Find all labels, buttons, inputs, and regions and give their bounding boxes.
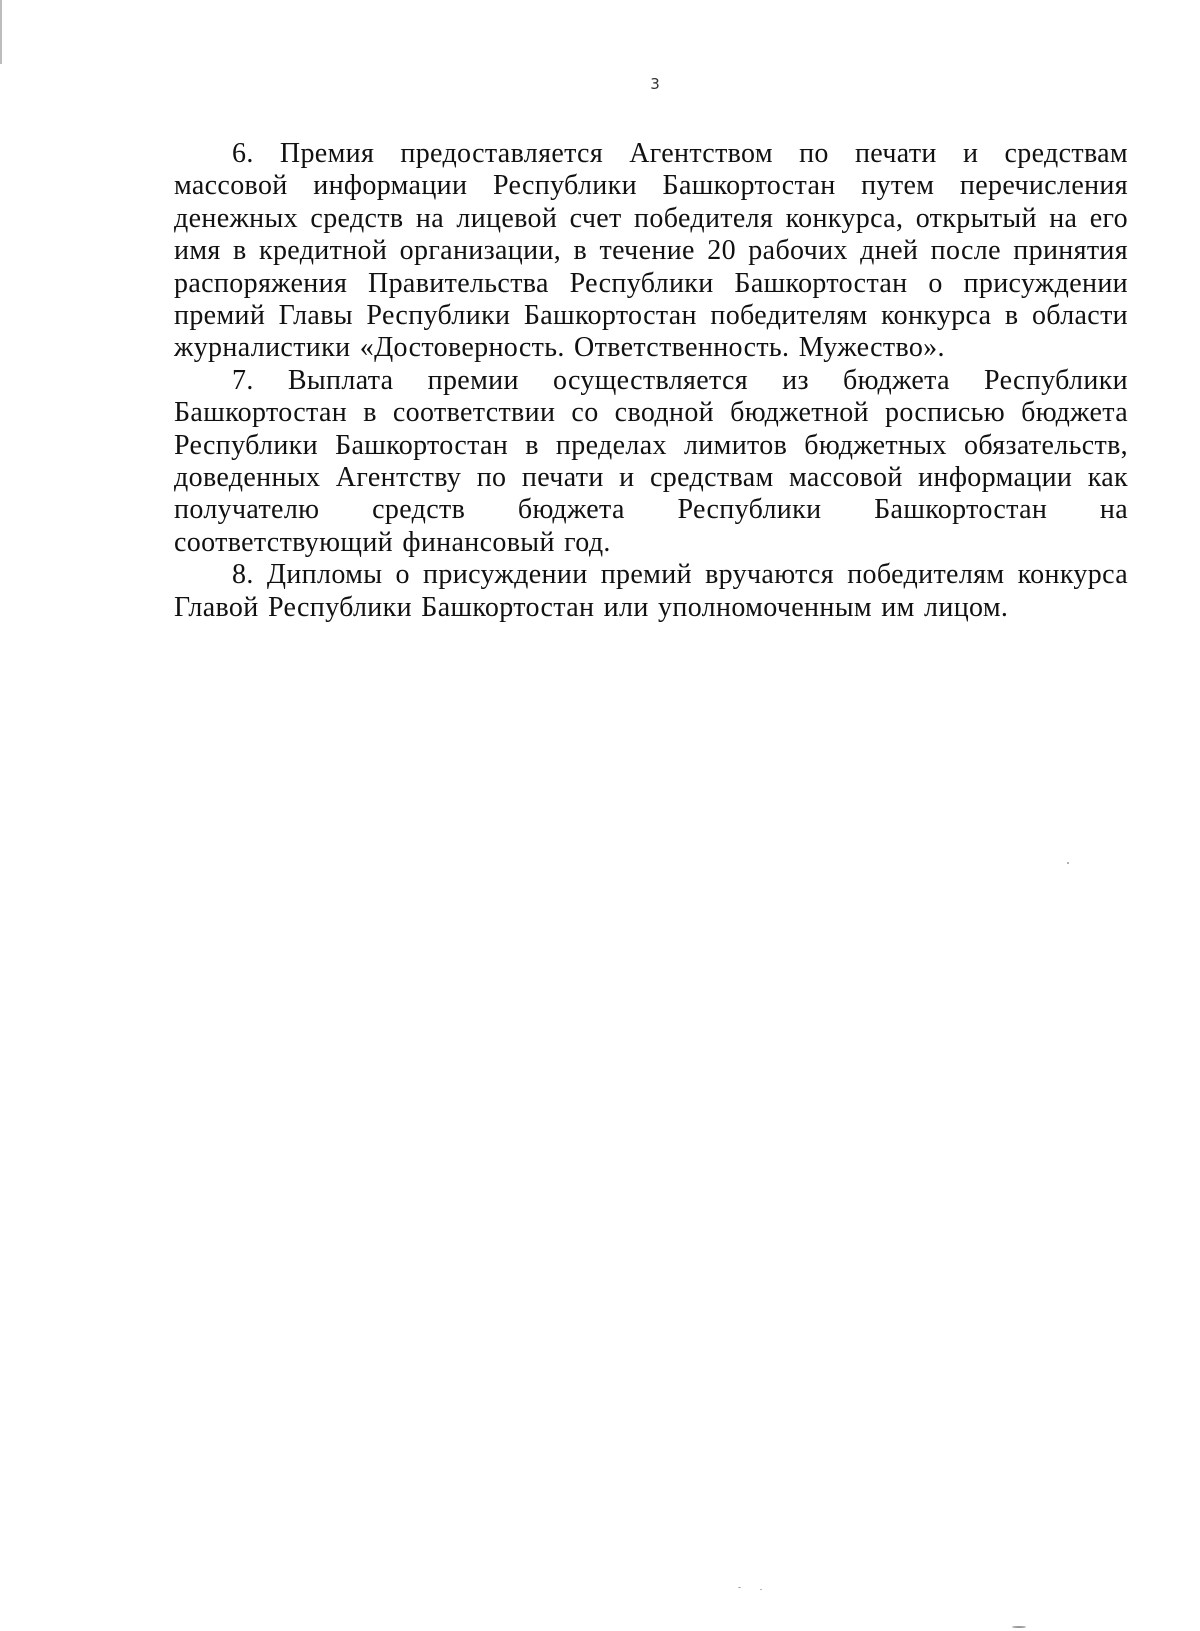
paragraph-8: 8. Дипломы о присуждении премий вручаются победителям конкурса Главой Республики Башкортостан или уполномоченным им лицом. xyxy=(174,559,1128,623)
scan-speck xyxy=(1067,862,1069,864)
paragraph-6: 6. Премия предоставляется Агентством по печати и средствам массовой информации Республики Башкортостан путем перечисления денежных средств на лицевой счет победителя конкурса, открытый на его имя в кредитной организации, в течение 20 рабочих дней после принятия распоряжения Правительства Республики Башкортостан о присуждении премий Главы Республики Башкортостан победителям конкурса в области журналистики «Достоверность. Ответственность. Мужество». xyxy=(174,138,1128,364)
scan-speck xyxy=(1012,1626,1026,1628)
document-body xyxy=(174,138,1128,624)
page-number: 3 xyxy=(650,75,660,93)
scan-speck xyxy=(760,1589,762,1590)
scan-speck xyxy=(738,1587,741,1588)
paragraph-7: 7. Выплата премии осуществляется из бюджета Республики Башкортостан в соответствии со сводной бюджетной росписью бюджета Республики Башкортостан в пределах лимитов бюджетных обязательств, доведенных Агентству по печати и средствам массовой информации как получателю средств бюджета Республики Башкортостан на соответствующий финансовый год. xyxy=(174,364,1128,558)
scan-edge-mark xyxy=(0,0,2,64)
